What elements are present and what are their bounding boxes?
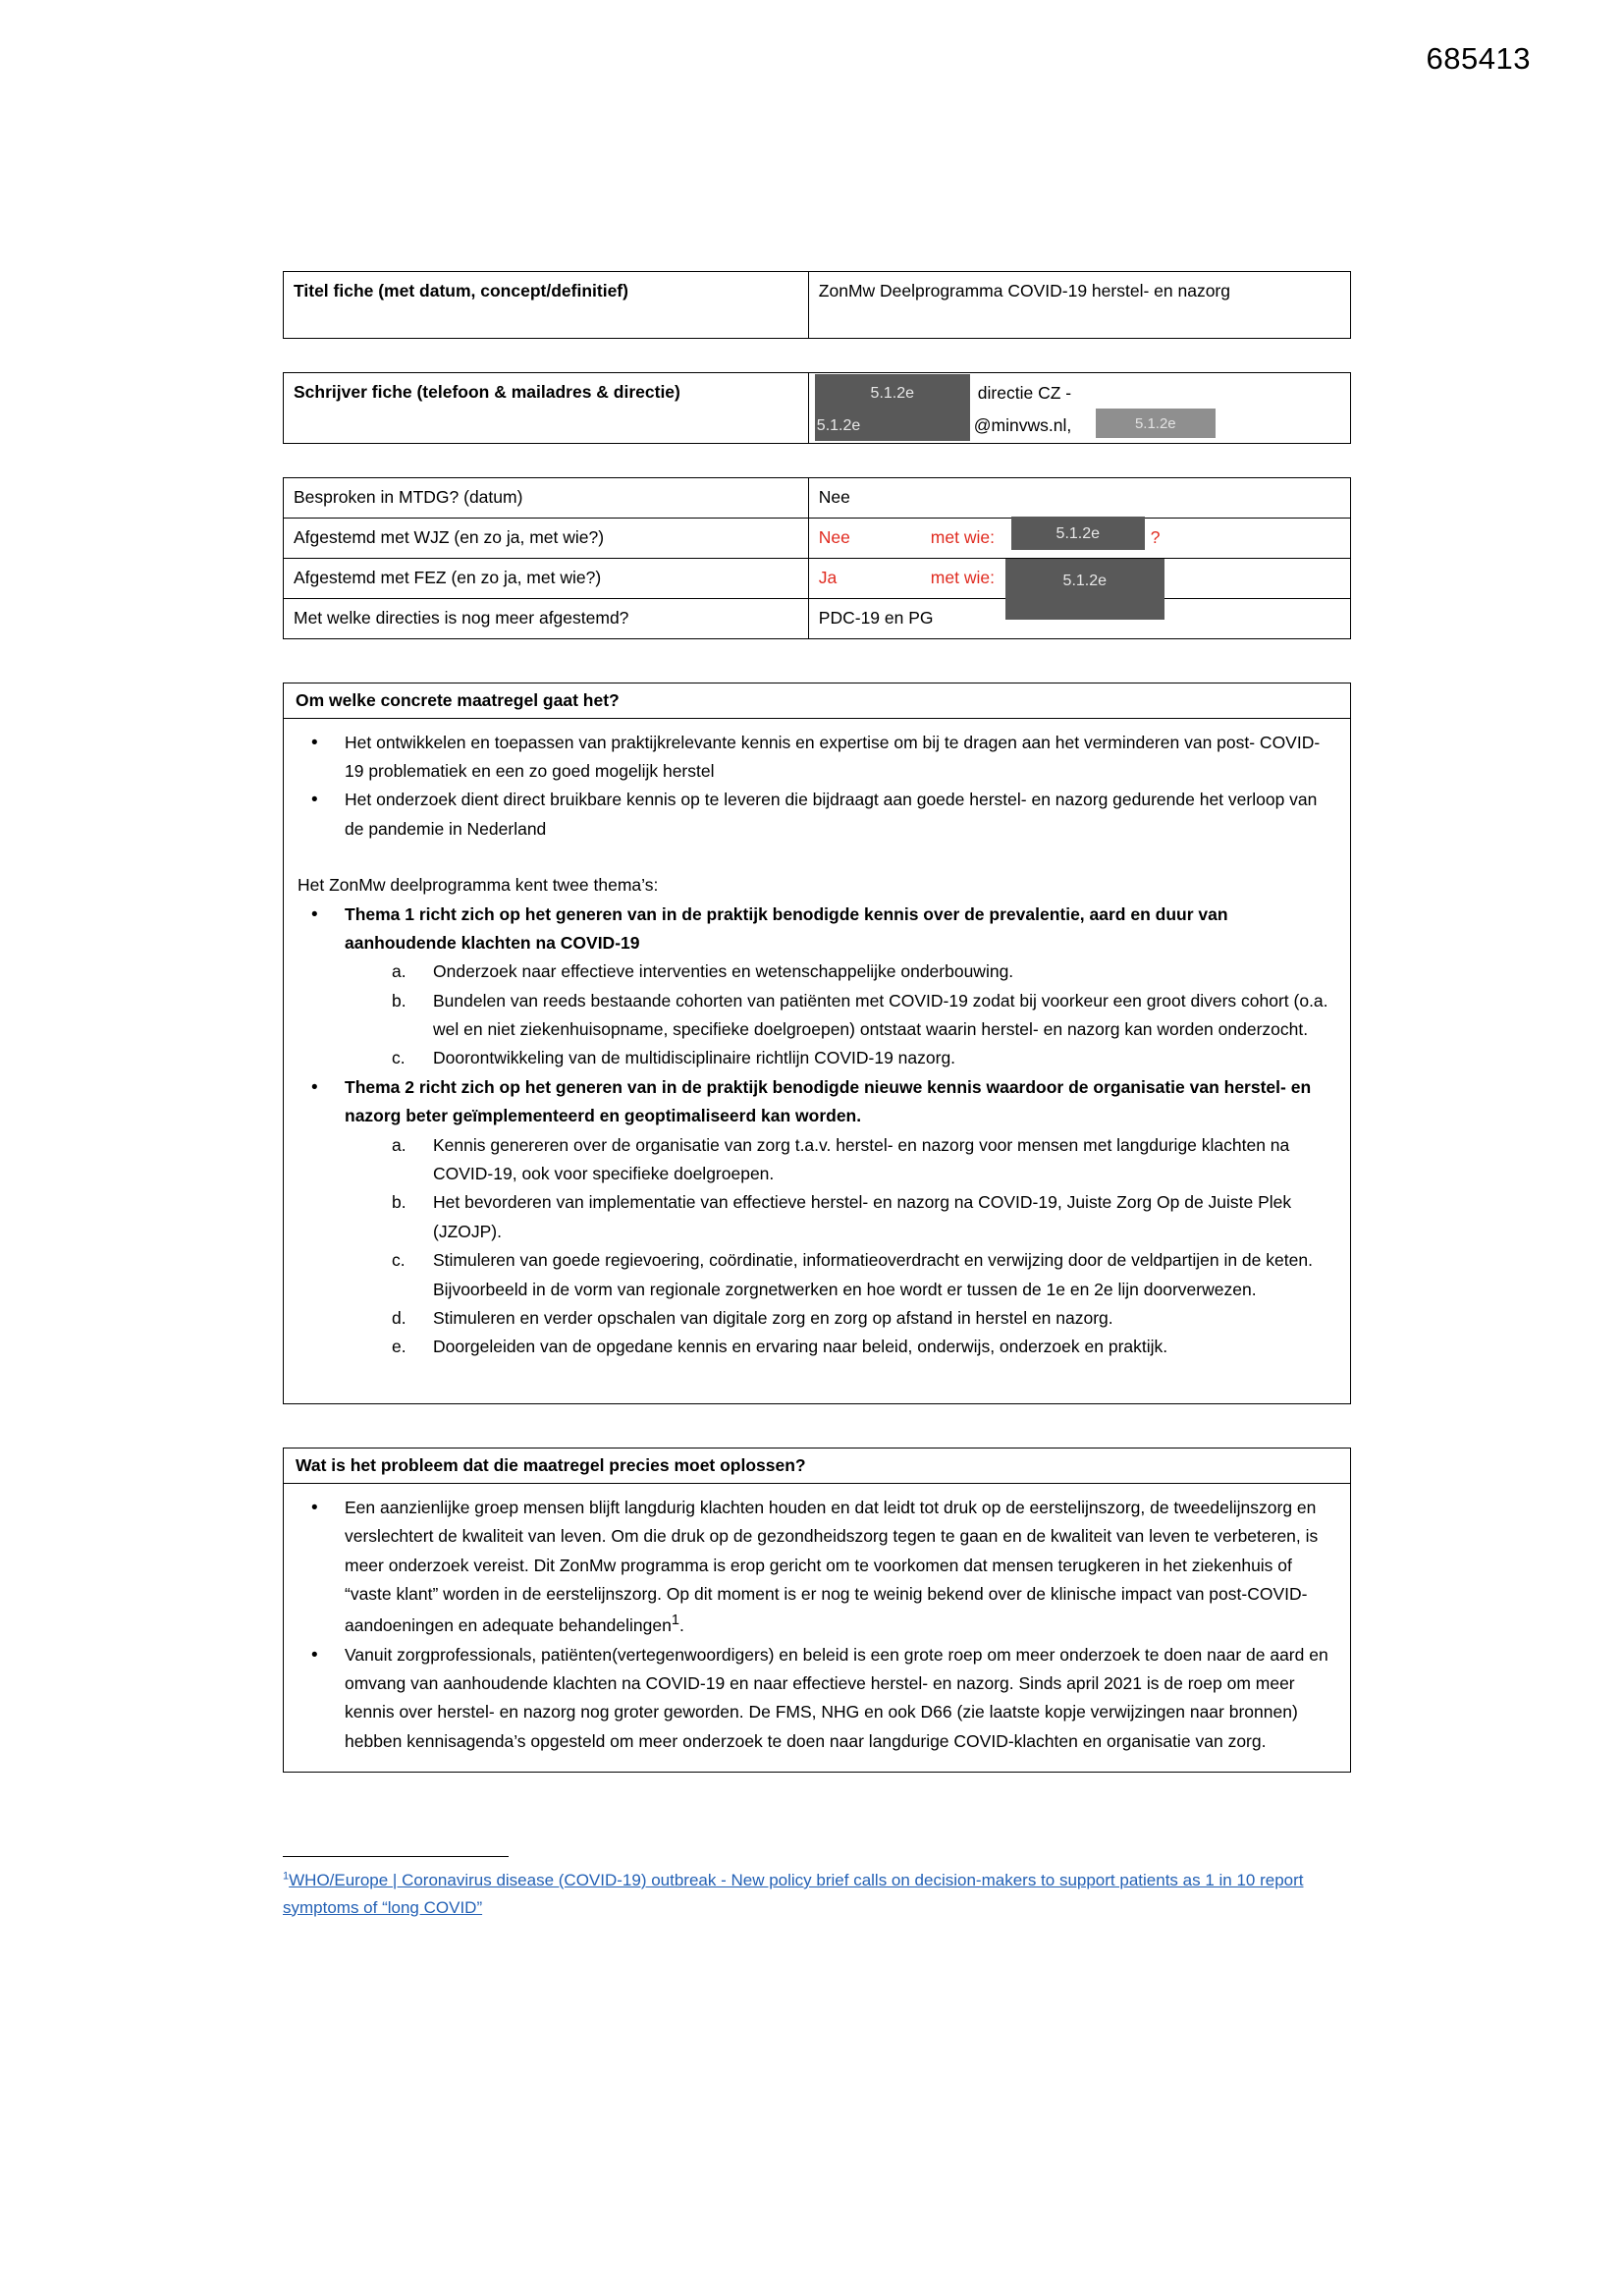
email-comma: , bbox=[1066, 415, 1072, 435]
bullet-text bbox=[345, 1494, 1334, 1641]
list-item bbox=[392, 1304, 1334, 1333]
section-maatregel-heading: Om welke concrete maatregel gaat het? bbox=[284, 683, 1350, 719]
thema-intro: Het ZonMw deelprogramma kent twee thema’s: bbox=[298, 875, 659, 896]
table-schrijver-fiche bbox=[283, 372, 1351, 444]
footnote-ref[interactable]: 1 bbox=[671, 1613, 679, 1629]
list-item bbox=[392, 1131, 1334, 1189]
list-text: Bundelen van reeds bestaande cohorten van patiënten met COVID-19 zodat bij voorkeur een groot divers cohort (o.a. wel en niet ziekenhuisopname, specifieke doelgroepen) ontstaat waarin herstel- en nazorg kan worden onderzocht. bbox=[433, 990, 1328, 1040]
maatregel-top-bullets bbox=[298, 729, 1334, 845]
section-probleem-heading: Wat is het probleem dat die maatregel precies moet oplossen? bbox=[284, 1449, 1350, 1484]
table-row bbox=[284, 478, 1351, 519]
list-item bbox=[392, 1333, 1334, 1361]
redaction-label: 5.1.2e bbox=[1134, 415, 1176, 432]
afgestemd-wjz-metwie-label: met wie: bbox=[930, 526, 995, 547]
afgestemd-wjz-answer: Nee bbox=[818, 526, 850, 547]
thema-1-subitems bbox=[298, 957, 1334, 1073]
list-marker: d. bbox=[392, 1307, 406, 1328]
afgestemd-fez-answer: Ja bbox=[818, 567, 838, 587]
section-probleem bbox=[283, 1448, 1351, 1773]
table-row bbox=[284, 373, 1351, 444]
list-marker: a. bbox=[392, 961, 406, 982]
spacer bbox=[298, 844, 1334, 871]
redaction-box-fez: 5.1.2e bbox=[1005, 559, 1164, 620]
redaction-box-schrijver-telefoon bbox=[1096, 409, 1216, 438]
list-text: Doorontwikkeling van de multidisciplinaire richtlijn COVID-19 nazorg. bbox=[433, 1048, 956, 1068]
list-item bbox=[307, 1494, 1334, 1641]
list-text: Kennis genereren over de organisatie van zorg t.a.v. herstel- en nazorg voor mensen met langdurige klachten na COVID-19, ook voor specifieke doelgroepen. bbox=[433, 1134, 1290, 1184]
schrijver-fiche-value bbox=[808, 373, 1350, 444]
schrijver-fiche-label: Schrijver fiche (telefoon & mailadres & directie) bbox=[284, 373, 809, 444]
spacer bbox=[283, 639, 1351, 683]
table-row bbox=[284, 518, 1351, 558]
bullet-text: • Vanuit zorgprofessionals, patiënten(vertegenwoordigers) en beleid is een grote roep om meer onderzoek te doen naar de aard en omvang van aanhoudende klachten na COVID-19 en naar effectieve herstel- en nazorg. Sinds april 2021 is de roep om meer kennis over herstel- en nazorg nog groter geworden. De FMS, NHG en ook D66 (zie laatste kopje verwijzingen naar bronnen) hebben kennisagenda’s opgesteld om meer onderzoek te doen naar langdurige COVID-klachten en organisatie van zorg. bbox=[345, 1644, 1328, 1751]
list-item bbox=[307, 1641, 1334, 1757]
footnote-entry bbox=[283, 1867, 1353, 1921]
bullet-text: • Het ontwikkelen en toepassen van praktijkrelevante kennis en expertise om bij te dragen aan het verminderen van post- COVID-19 problematiek en een zo goed mogelijk herstel bbox=[345, 732, 1321, 781]
afgestemd-wjz-label: Afgestemd met WJZ (en zo ja, met wie?) bbox=[284, 518, 809, 558]
list-text: Onderzoek naar effectieve interventies en wetenschappelijke onderbouwing. bbox=[433, 961, 1014, 982]
list-item bbox=[307, 729, 1334, 787]
list-item bbox=[307, 1073, 1334, 1131]
section-maatregel-body bbox=[284, 719, 1350, 1403]
list-item bbox=[392, 957, 1334, 986]
list-marker: b. bbox=[392, 990, 406, 1011]
list-marker: c. bbox=[392, 1250, 406, 1271]
titel-fiche-value: ZonMw Deelprogramma COVID-19 herstel- en nazorg bbox=[808, 272, 1350, 339]
titel-fiche-label: Titel fiche (met datum, concept/definitief) bbox=[284, 272, 809, 339]
section-probleem-body bbox=[284, 1484, 1350, 1772]
spacer bbox=[283, 339, 1351, 372]
list-item bbox=[307, 786, 1334, 844]
footnote-separator bbox=[283, 1856, 509, 1857]
directies-label: Met welke directies is nog meer afgestemd? bbox=[284, 598, 809, 638]
bullet-text-main: Een aanzienlijke groep mensen blijft langdurig klachten houden en dat leidt tot druk op de eerstelijnszorg, de tweedelijnszorg en verslechtert de kwaliteit van leven. Om die druk op de gezondheidszorg tegen te gaan en de kwaliteit van leven te verbeteren, is meer onderzoek vereist. Dit ZonMw programma is erop gericht om te voorkomen dat mensen terugkeren in het ziekenhuis of “vaste klant” worden in de eerstelijnszorg. Op dit moment is er nog te weinig bekend over de klinische impact van post-COVID-aandoeningen en adequate behandelingen bbox=[345, 1497, 1319, 1636]
redaction-box-schrijver-naam bbox=[815, 374, 970, 441]
list-marker: b. bbox=[392, 1192, 406, 1213]
afgestemd-fez-label: Afgestemd met FEZ (en zo ja, met wie?) bbox=[284, 558, 809, 598]
thema-2-subitems bbox=[298, 1131, 1334, 1362]
table-row bbox=[284, 598, 1351, 638]
afgestemd-fez-metwie-label: met wie: bbox=[930, 567, 995, 587]
section-maatregel bbox=[283, 683, 1351, 1404]
afgestemd-fez-value bbox=[808, 558, 1350, 598]
bullet-text: • Het onderzoek dient direct bruikbare kennis op te leveren die bijdraagt aan goede herstel- en nazorg gedurende het verloop van de pandemie in Nederland bbox=[345, 790, 1318, 839]
besproken-mtdg-label: Besproken in MTDG? (datum) bbox=[284, 478, 809, 519]
thema-2-bullet bbox=[298, 1073, 1334, 1131]
afgestemd-wjz-value bbox=[808, 518, 1350, 558]
list-item bbox=[392, 1044, 1334, 1072]
list-text: Stimuleren van goede regievoering, coördinatie, informatieoverdracht en verwijzing door de veldpartijen in de keten. Bijvoorbeeld in de vorm van regionale zorgnetwerken en hoe wordt er tussen de 1e en 2e lijn doorverwezen. bbox=[433, 1250, 1313, 1299]
list-text: Doorgeleiden van de opgedane kennis en ervaring naar beleid, onderwijs, onderzoek en praktijk. bbox=[433, 1337, 1168, 1357]
page-number: 685413 bbox=[1426, 41, 1531, 76]
list-marker: c. bbox=[392, 1048, 406, 1068]
email-link[interactable]: @minvws.nl bbox=[973, 415, 1067, 435]
redaction-box-wjz: 5.1.2e bbox=[1011, 517, 1145, 550]
thema-1-bullet bbox=[298, 901, 1334, 958]
besproken-mtdg-value: Nee bbox=[808, 478, 1350, 519]
spacer bbox=[283, 444, 1351, 477]
list-text: Stimuleren en verder opschalen van digitale zorg en zorg op afstand in herstel en nazorg. bbox=[433, 1307, 1113, 1328]
list-marker: e. bbox=[392, 1337, 406, 1357]
afgestemd-wjz-suffix: ? bbox=[1150, 526, 1161, 547]
directie-text: directie CZ - bbox=[977, 383, 1072, 403]
directies-value: PDC-19 en PG bbox=[808, 598, 1350, 638]
probleem-bullets bbox=[298, 1494, 1334, 1756]
bullet-text-end: . bbox=[678, 1615, 684, 1636]
document-body bbox=[283, 271, 1351, 1773]
list-item bbox=[392, 987, 1334, 1045]
footnote-link[interactable]: WHO/Europe | Coronavirus disease (COVID-19) outbreak - New policy brief calls on decision-makers to support patients as 1 in 10 report symptoms of “long COVID” bbox=[283, 1871, 1304, 1917]
list-text: Het bevorderen van implementatie van effectieve herstel- en nazorg na COVID-19, Juiste Zorg Op de Juiste Plek (JZOJP). bbox=[433, 1192, 1292, 1241]
footnote-marker: 1 bbox=[283, 1870, 290, 1883]
table-row bbox=[284, 558, 1351, 598]
footnote-area bbox=[283, 1856, 1353, 1921]
thema-1-title: • Thema 1 richt zich op het generen van in de praktijk benodigde kennis over de prevalentie, aard en duur van aanhoudende klachten na COVID-19 bbox=[345, 903, 1228, 953]
table-afstemming bbox=[283, 477, 1351, 639]
spacer bbox=[283, 1404, 1351, 1448]
redaction-label: 5.1.2e bbox=[816, 417, 861, 434]
thema-2-title: • Thema 2 richt zich op het generen van in de praktijk benodigde nieuwe kennis waardoor de organisatie van herstel- en nazorg beter geïmplementeerd en geoptimaliseerd kan worden. bbox=[345, 1076, 1312, 1126]
list-marker: a. bbox=[392, 1134, 406, 1155]
table-row bbox=[284, 272, 1351, 339]
list-item bbox=[392, 1246, 1334, 1304]
list-item bbox=[307, 901, 1334, 958]
redaction-label: 5.1.2e bbox=[870, 385, 915, 402]
table-titel-fiche bbox=[283, 271, 1351, 339]
spacer bbox=[298, 1362, 1334, 1388]
email-text bbox=[974, 413, 1071, 439]
list-item bbox=[392, 1188, 1334, 1246]
